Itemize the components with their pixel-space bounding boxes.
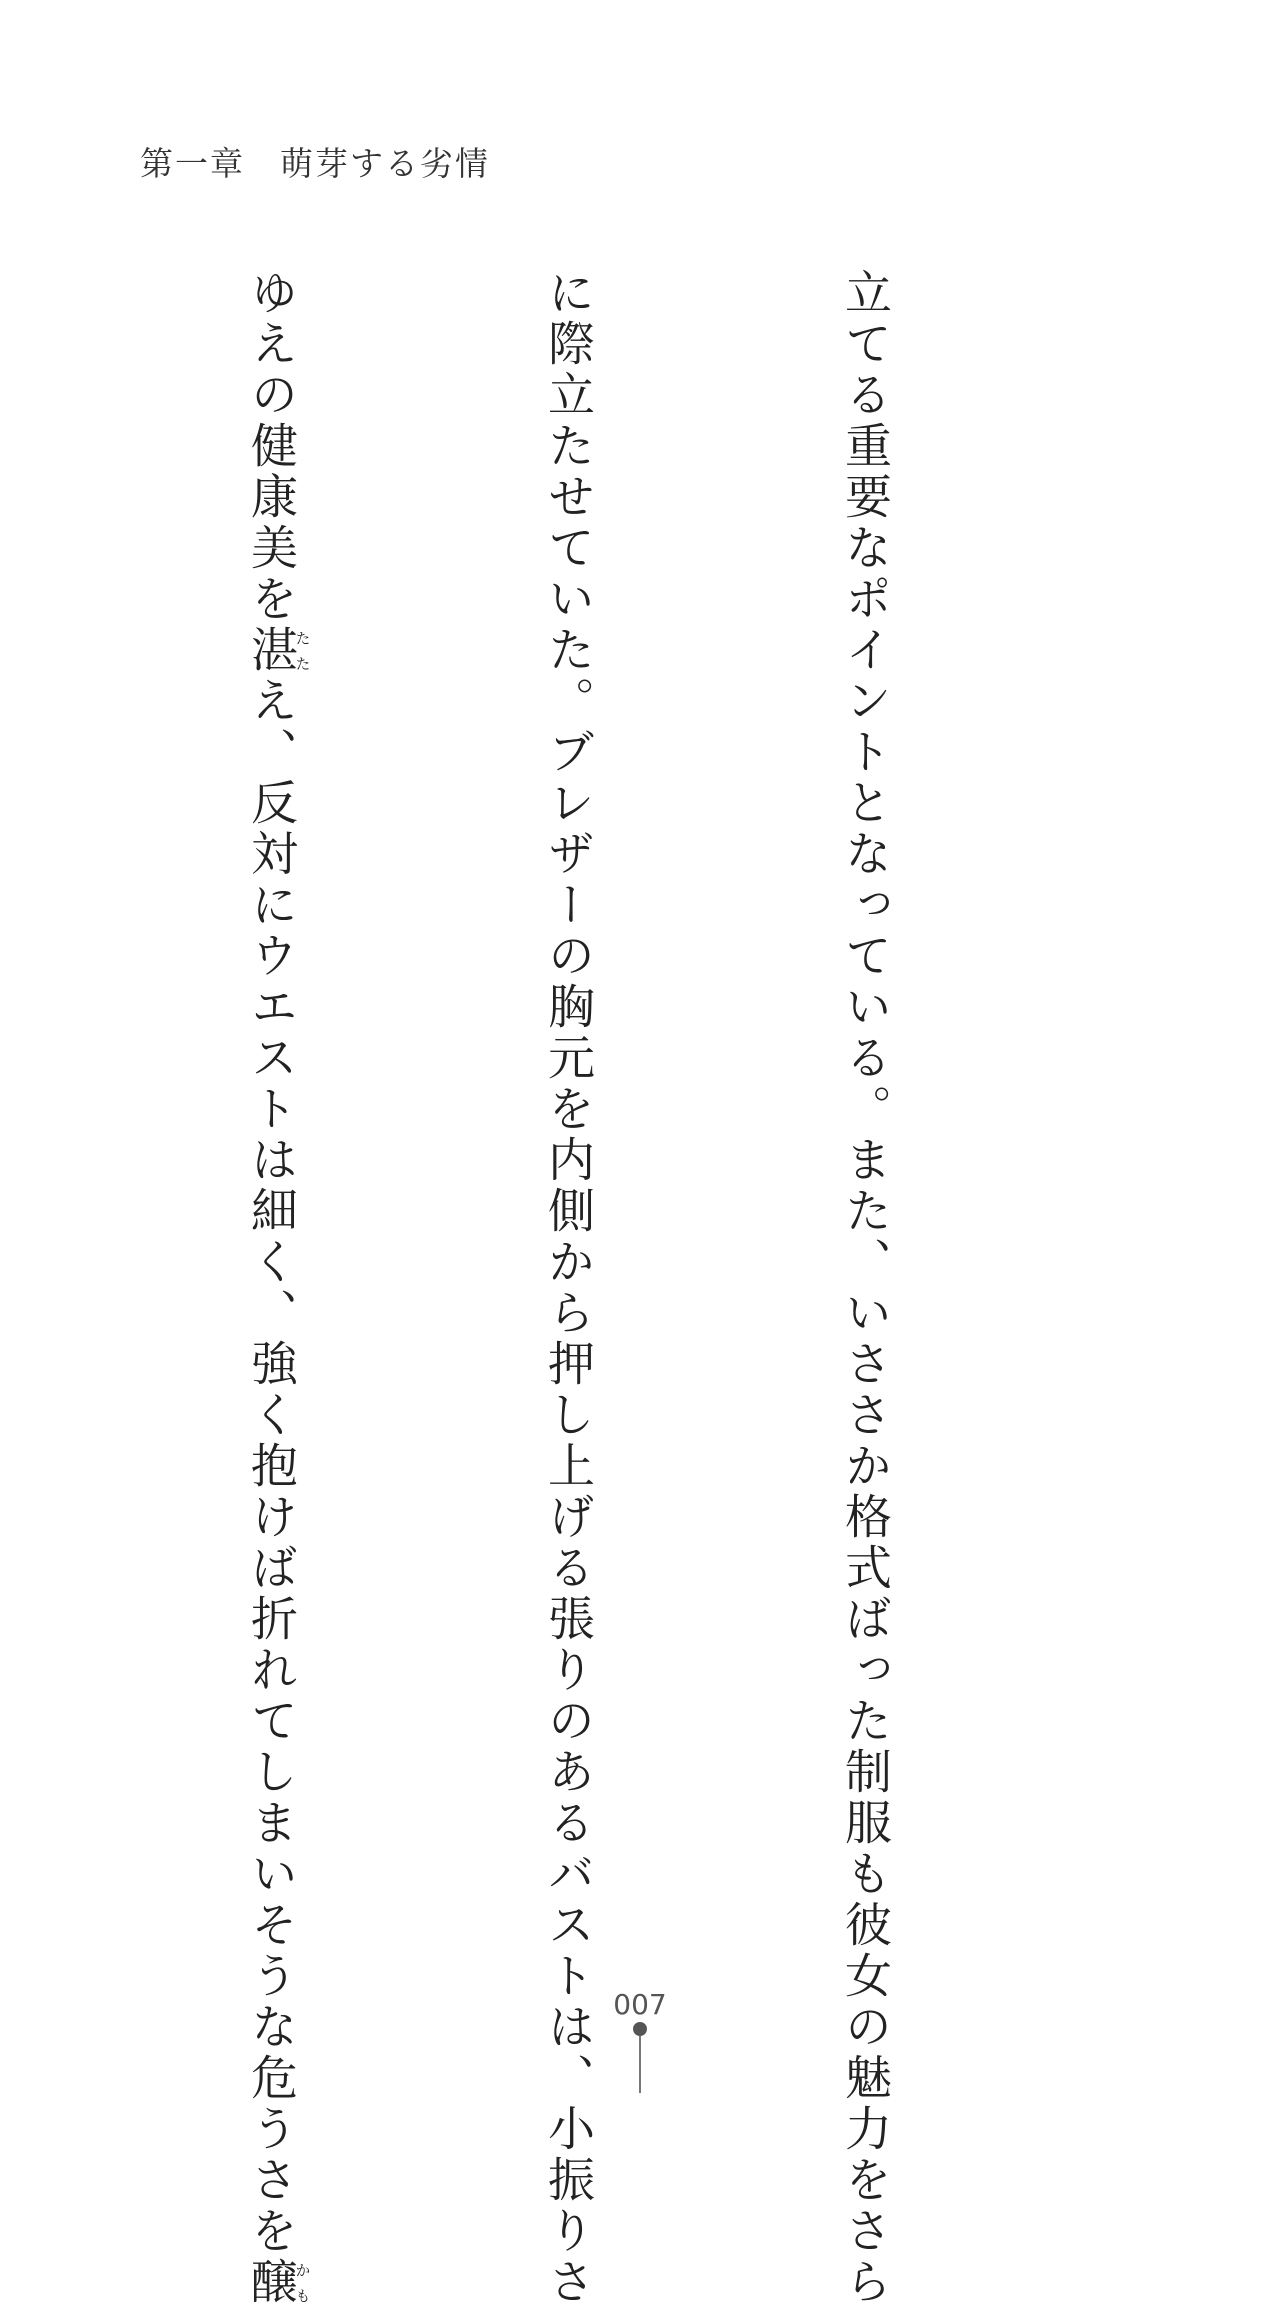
page-marker-stem — [639, 2036, 641, 2093]
text-line — [221, 268, 320, 2308]
ruby-word — [243, 625, 312, 676]
page-marker-dot — [633, 2022, 647, 2036]
ruby-reading: たた — [293, 625, 312, 676]
text-line: 立てる重要なポイントとなっている。また、いささか格式ばった制服も彼女の魅力をさら — [837, 268, 892, 2308]
text-segment: ゆえの健康美を — [243, 268, 298, 625]
ruby-word — [243, 2257, 312, 2308]
chapter-header: 第一章 萌芽する劣情 — [140, 144, 490, 183]
page-number: 007 — [613, 1988, 667, 2021]
text-segment: え、反対にウエストは細く、強く抱けば折れてしまいそうな危うさを — [243, 676, 298, 2257]
ruby-base: 醸 — [243, 2257, 298, 2308]
ruby-reading: かも — [293, 2257, 312, 2308]
text-line — [0, 268, 23, 1788]
text-line: に際立たせていた。ブレザーの胸元を内側から押し上げる張りのあるバストは、小振りさ — [540, 268, 595, 2308]
ruby-base: 湛 — [243, 625, 298, 676]
